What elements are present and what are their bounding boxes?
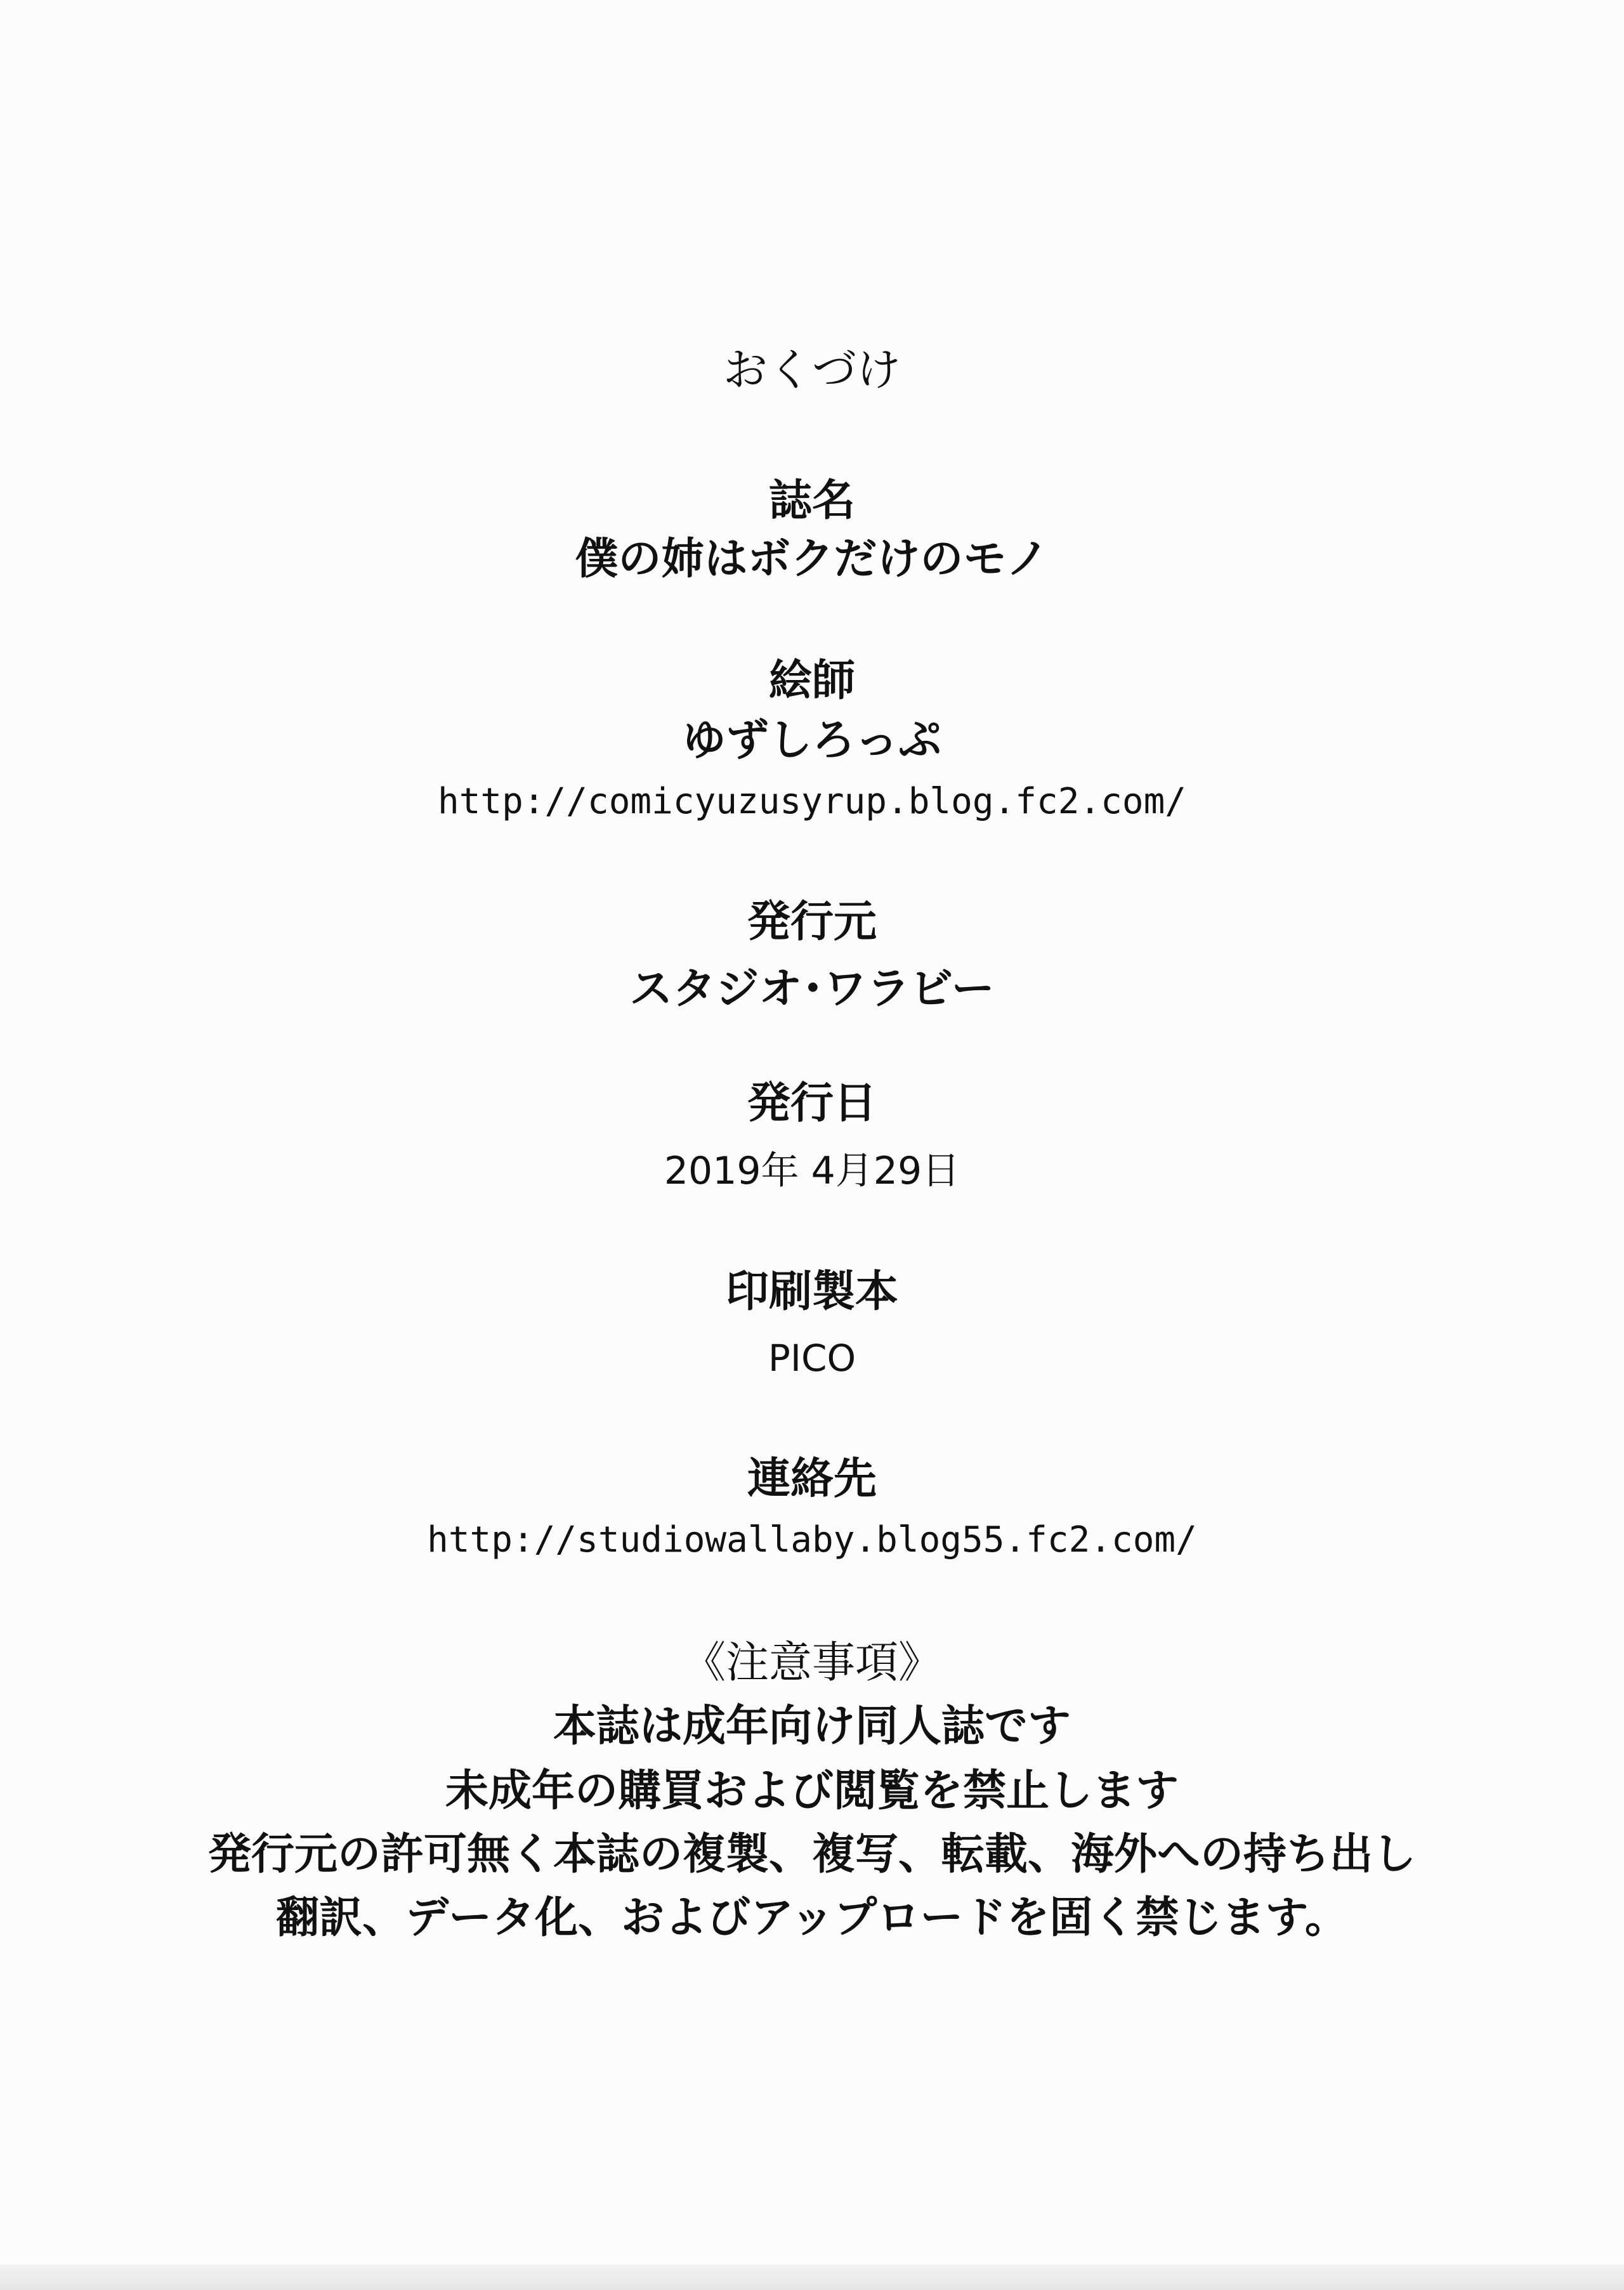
notice-heading: 《注意事項》	[682, 1638, 941, 1688]
artist-label: 絵師	[768, 656, 855, 706]
contact-url-link[interactable]: http://studiowallaby.blog55.fc2.com/	[427, 1519, 1197, 1560]
contact-label: 連絡先	[747, 1454, 877, 1504]
colophon-title: おくづけ	[723, 344, 901, 396]
printing-value: PICO	[768, 1337, 856, 1380]
printing-label: 印刷製本	[725, 1267, 898, 1317]
notice-line: 未成年の購買および閲覧を禁止します	[445, 1766, 1179, 1816]
publish-date-value: 2019年 4月29日	[664, 1149, 960, 1193]
title-value: 僕の姉はボクだけのモノ	[575, 534, 1049, 584]
notice-line: 本誌は成年向け同人誌です	[553, 1701, 1071, 1751]
title-label: 誌名	[768, 476, 855, 526]
notice-line: 発行元の許可無く本誌の複製、複写、転載、海外への持ち出し	[207, 1829, 1416, 1880]
page-bottom-edge	[0, 2265, 1624, 2290]
artist-value: ゆずしろっぷ	[682, 716, 941, 766]
publisher-value: スタジオ･ワラビー	[629, 964, 995, 1014]
notice-line: 翻訳、データ化、およびアップロードを固く禁じます。	[276, 1893, 1348, 1943]
publisher-label: 発行元	[747, 897, 877, 947]
artist-url-link[interactable]: http://comicyuzusyrup.blog.fc2.com/	[437, 781, 1187, 822]
publish-date-label: 発行日	[747, 1078, 877, 1129]
